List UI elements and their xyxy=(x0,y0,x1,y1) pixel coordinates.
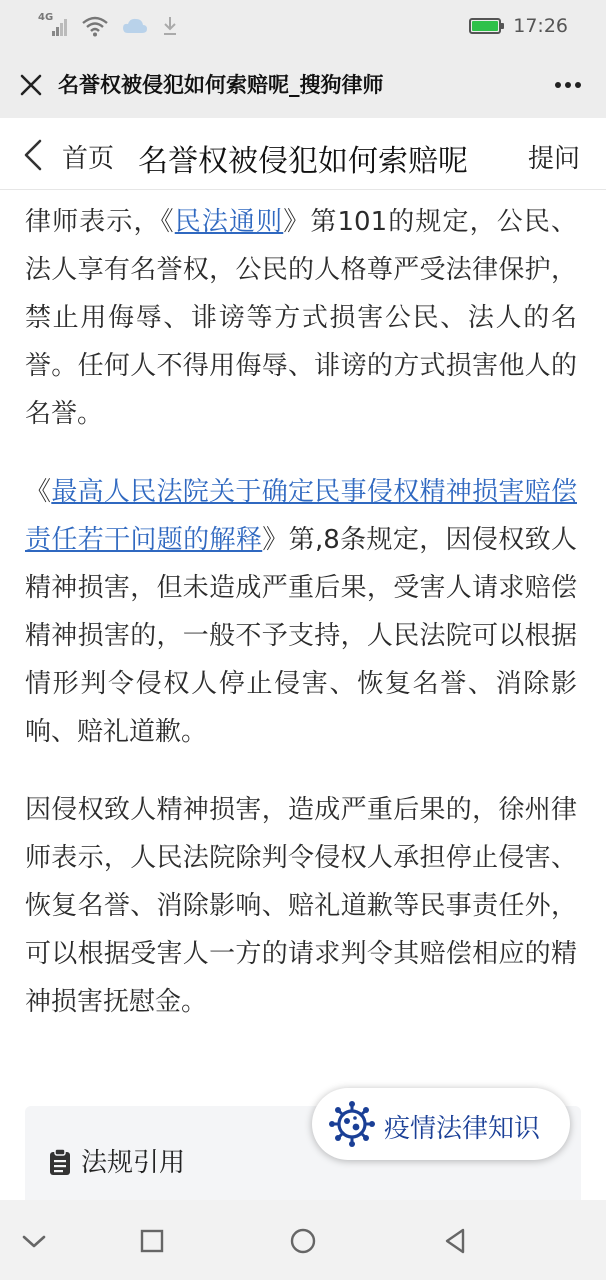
signal-icon xyxy=(38,14,68,38)
article-paragraph-2 xyxy=(25,468,577,756)
article-paragraph-1 xyxy=(25,198,577,438)
clipboard-icon xyxy=(49,1148,71,1176)
back-icon[interactable] xyxy=(18,138,46,172)
p1-suffix: 》第101的规定，公民、法人享有名誉权，公民的人格尊严受法律保护，禁止用侮辱、诽谤等方式损害公民、法人的名誉。任何人不得用侮辱、诽谤的方式损害他人的名誉。 xyxy=(25,207,577,429)
epidemic-law-knowledge-label: 疫情法律知识 xyxy=(384,1114,541,1144)
article-paragraph-3: 因侵权致人精神损害，造成严重后果的，徐州律师表示，人民法院除判令侵权人承担停止侵害、恢复名誉、消除影响、赔礼道歉等民事责任外，可以根据受害人一方的请求判令其赔偿相应的精神损害抚慰金。 xyxy=(25,795,577,1017)
p2-prefix: 《 xyxy=(25,477,52,507)
virus-icon xyxy=(328,1100,376,1148)
close-icon[interactable] xyxy=(14,68,48,102)
clock: 17:26 xyxy=(513,15,568,37)
wifi-icon xyxy=(82,15,108,37)
ask-link[interactable]: 提问 xyxy=(527,144,580,174)
system-nav-bar xyxy=(0,1200,606,1280)
page-heading: 名誉权被侵犯如何索赔呢 xyxy=(138,144,468,179)
more-icon[interactable] xyxy=(552,70,584,100)
status-left xyxy=(38,12,178,40)
download-icon xyxy=(162,15,178,37)
epidemic-law-knowledge-button[interactable] xyxy=(312,1088,570,1160)
battery-icon xyxy=(469,18,501,34)
home-circle-icon[interactable] xyxy=(285,1224,321,1258)
status-bar xyxy=(0,0,606,52)
recent-apps-square-icon[interactable] xyxy=(134,1224,170,1258)
status-right xyxy=(469,12,568,40)
p1-prefix: 律师表示，《 xyxy=(25,207,175,237)
page-nav xyxy=(0,118,606,190)
window-title: 名誉权被侵犯如何索赔呢_搜狗律师 xyxy=(58,73,384,97)
law-reference-title: 法规引用 xyxy=(81,1148,186,1178)
back-triangle-icon[interactable] xyxy=(437,1224,473,1258)
article-content xyxy=(25,198,577,1056)
home-link[interactable]: 首页 xyxy=(62,144,115,174)
network-type: 4G xyxy=(38,12,54,23)
supreme-court-interpretation-link[interactable]: 最高人民法院关于确定民事侵权精神损害赔偿责任若干问题的解释 xyxy=(25,477,577,555)
civil-law-link[interactable]: 民法通则 xyxy=(174,207,284,237)
p2-suffix: 》第,8条规定，因侵权致人精神损害，但未造成严重后果，受害人请求赔偿精神损害的，一般不予支持，人民法院可以根据情形判令侵权人停止侵害、恢复名誉、消除影响、赔礼道歉。 xyxy=(25,525,577,747)
cloud-icon xyxy=(122,16,148,36)
title-bar xyxy=(0,52,606,118)
chevron-down-icon[interactable] xyxy=(16,1224,52,1258)
